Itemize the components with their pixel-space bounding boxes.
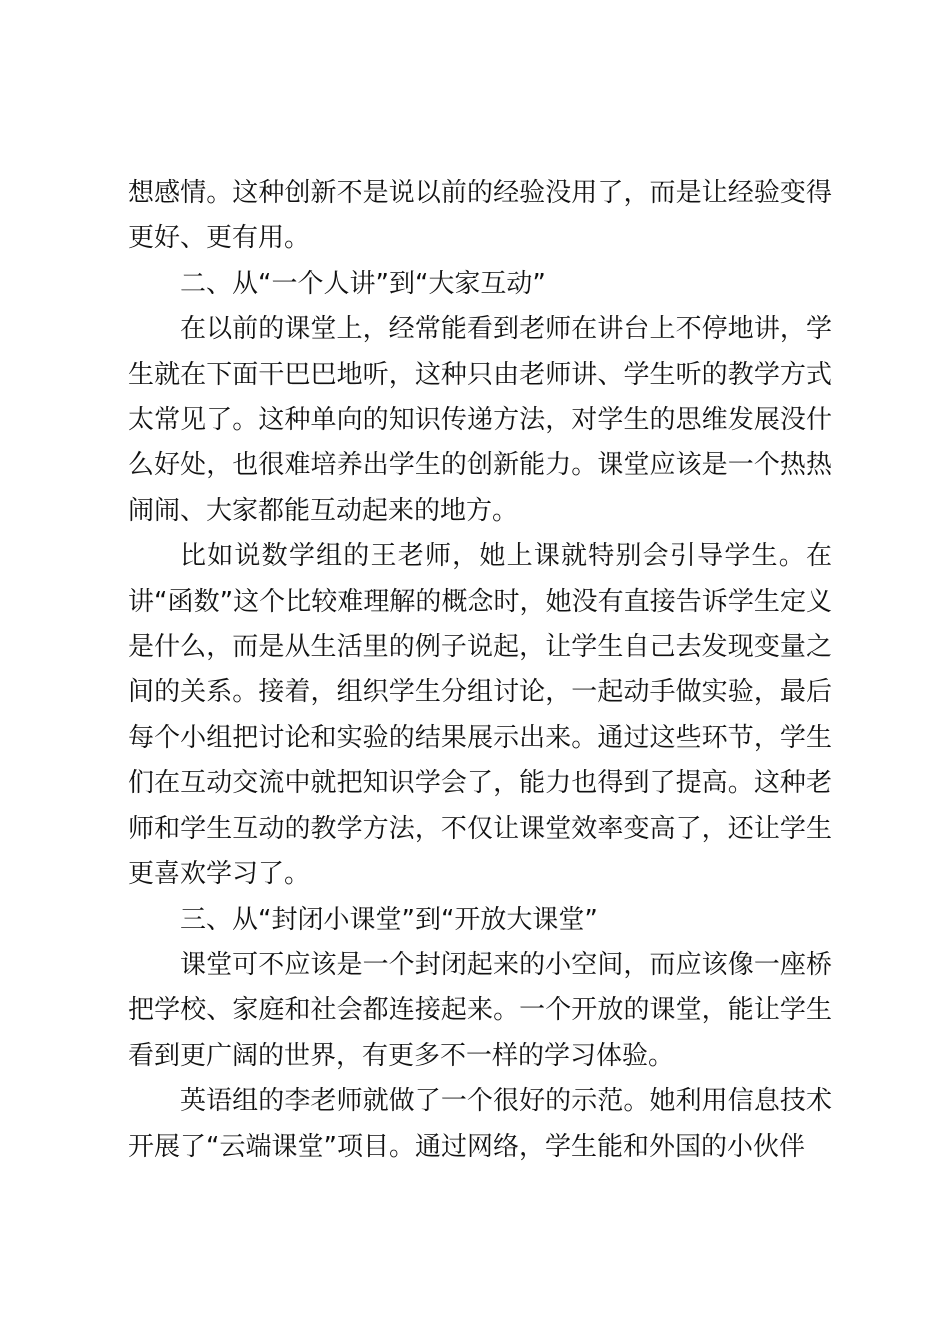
paragraph: 比如说数学组的王老师，她上课就特别会引导学生。在讲“函数”这个比较难理解的概念时，她没有直接告诉学生定义是什么，而是从生活里的例子说起，让学生自己去发现变量之间的关系。接着，组织学生分组讨论，一起动手做实验，最后每个小组把讨论和实验的结果展示出来。通过这些环节，学生们在互动交流中就把知识学会了，能力也得到了提高。这种老师和学生互动的教学方法，不仅让课堂效率变高了，还让学生更喜欢学习了。 [128, 541, 832, 890]
section-heading-3: 三、从“封闭小课堂”到“开放大课堂” [180, 904, 598, 935]
paragraph: 在以前的课堂上，经常能看到老师在讲台上不停地讲，学生就在下面干巴巴地听，这种只由老师讲、学生听的教学方式太常见了。这种单向的知识传递方法，对学生的思维发展没什么好处，也很难培养出学生的创新能力。课堂应该是一个热热闹闹、大家都能互动起来的地方。 [128, 314, 832, 526]
paragraph: 英语组的李老师就做了一个很好的示范。她利用信息技术开展了“云端课堂”项目。通过网络，学生能和外国的小伙伴 [128, 1086, 832, 1162]
document-body [128, 171, 832, 1170]
paragraph-continuation: 想感情。这种创新不是说以前的经验没用了，而是让经验变得更好、更有用。 [128, 178, 832, 254]
section-heading-2: 二、从“一个人讲”到“大家互动” [180, 268, 546, 299]
paragraph: 课堂可不应该是一个封闭起来的小空间，而应该像一座桥把学校、家庭和社会都连接起来。一个开放的课堂，能让学生看到更广阔的世界，有更多不一样的学习体验。 [128, 949, 832, 1071]
